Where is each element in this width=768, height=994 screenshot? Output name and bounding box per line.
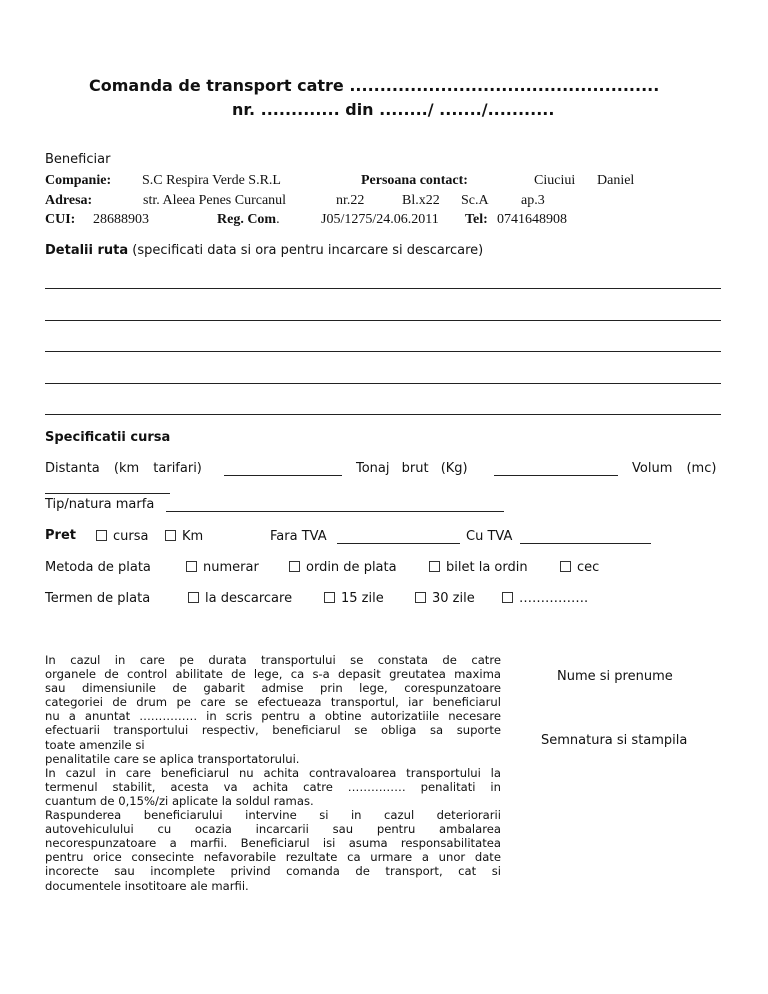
cu-tva-field[interactable] <box>520 531 651 544</box>
terms-line: incorecte sau incomplete privind comanda de transport, cat si <box>45 864 501 879</box>
document-title: Comanda de transport catre ................................................... <box>89 76 660 95</box>
terms-line: categoriei de drum pe care se efectueaza transportul, iar beneficiarul <box>45 695 501 710</box>
cec-checkbox[interactable] <box>560 561 571 572</box>
ruta-heading-note: (specificati data si ora pentru incarcare si descarcare) <box>128 243 484 258</box>
15-zile-label: 15 zile <box>341 591 384 606</box>
pret-cursa-checkbox[interactable] <box>96 530 107 541</box>
document-number-line: nr. ............. din ......../ ......./........... <box>232 100 555 119</box>
companie-value: S.C Respira Verde S.R.L <box>142 173 281 188</box>
pret-label: Pret <box>45 528 76 543</box>
ruta-heading <box>45 243 483 258</box>
adresa-street: str. Aleea Penes Curcanul <box>143 193 287 208</box>
contact-last-name: Daniel <box>597 173 635 188</box>
adresa-apartment: ap.3 <box>521 193 545 208</box>
tel-value: 0741648908 <box>497 212 567 227</box>
beneficiar-heading: Beneficiar <box>45 152 111 167</box>
terms-line: documentele insotitoare ale marfii. <box>45 878 249 893</box>
tonaj-label: Tonaj brut (Kg) <box>356 461 468 476</box>
30-zile-checkbox[interactable] <box>415 592 426 603</box>
tonaj-field[interactable] <box>494 463 618 476</box>
terms-line: nu a anuntat …………… in scris pentru a obtine autorizatiile necesare <box>45 709 501 724</box>
cec-label: cec <box>577 560 600 575</box>
terms-line: Raspunderea beneficiarului intervine si in cazul deteriorarii <box>45 808 501 823</box>
tip-marfa-label: Tip/natura marfa <box>45 497 155 512</box>
regcom-label-dot: . <box>276 212 280 227</box>
other-term-checkbox[interactable] <box>502 592 513 603</box>
metoda-option-numerar[interactable] <box>186 560 259 575</box>
regcom-label <box>217 212 280 228</box>
cu-tva-label: Cu TVA <box>466 529 513 544</box>
15-zile-checkbox[interactable] <box>324 592 335 603</box>
terms-line: efectuarii transportului respectiv, beneficiarul se obliga sa suporte <box>45 723 501 738</box>
cui-label: CUI: <box>45 212 76 227</box>
numerar-checkbox[interactable] <box>186 561 197 572</box>
volum-field[interactable] <box>45 481 170 494</box>
termen-option-15[interactable] <box>324 591 384 606</box>
metoda-plata-label: Metoda de plata <box>45 560 151 575</box>
contact-label: Persoana contact: <box>361 173 468 188</box>
descarcare-checkbox[interactable] <box>188 592 199 603</box>
regcom-value: J05/1275/24.06.2011 <box>321 212 439 227</box>
route-line-1[interactable] <box>45 288 721 289</box>
cui-value: 28688903 <box>93 212 149 227</box>
descarcare-label: la descarcare <box>205 591 293 606</box>
terms-line: organele de control abilitate de lege, ca s-a depasit greutatea maxima <box>45 667 501 682</box>
bilet-ordin-checkbox[interactable] <box>429 561 440 572</box>
fara-tva-label: Fara TVA <box>270 529 327 544</box>
nume-prenume-label: Nume si prenume <box>557 669 673 684</box>
contact-first-name: Ciuciui <box>534 173 576 188</box>
termen-option-30[interactable] <box>415 591 475 606</box>
route-line-4[interactable] <box>45 383 721 384</box>
cursa-heading: Specificatii cursa <box>45 430 171 445</box>
companie-label: Companie: <box>45 173 112 188</box>
metoda-option-cec[interactable] <box>560 560 599 575</box>
pret-km-label: Km <box>182 529 204 544</box>
ruta-heading-title: Detalii ruta <box>45 243 129 258</box>
semnatura-stampila-label: Semnatura si stampila <box>541 733 688 748</box>
route-line-3[interactable] <box>45 351 721 352</box>
route-line-2[interactable] <box>45 320 721 321</box>
distanta-label: Distanta (km tarifari) <box>45 461 202 476</box>
metoda-option-bilet[interactable] <box>429 560 528 575</box>
tip-marfa-field[interactable] <box>166 499 504 512</box>
terms-line: necorespunzatoare a marfii. Beneficiarul isi asuma responsabilitatea <box>45 836 501 851</box>
pret-cursa-label: cursa <box>113 529 149 544</box>
other-term-label: ……………. <box>519 591 589 606</box>
bilet-ordin-label: bilet la ordin <box>446 560 528 575</box>
termen-plata-label: Termen de plata <box>45 591 151 606</box>
terms-line: penalitatile care se aplica transportatorului. <box>45 751 300 766</box>
volum-label: Volum (mc) <box>632 461 717 476</box>
pret-km-checkbox[interactable] <box>165 530 176 541</box>
route-line-5[interactable] <box>45 414 721 415</box>
ordin-plata-label: ordin de plata <box>306 560 397 575</box>
adresa-label: Adresa: <box>45 193 93 208</box>
adresa-number: nr.22 <box>336 193 365 208</box>
terms-line: cuantum de 0,15%/zi aplicate la soldul ramas. <box>45 793 314 808</box>
adresa-block: Bl.x22 <box>402 193 440 208</box>
terms-line: pentru orice consecinte nefavorabile rezultate ca urmare a unor date <box>45 850 501 865</box>
terms-line: termenul stabilit, acesta va achita catre …………… penalitati in <box>45 779 501 794</box>
numerar-label: numerar <box>203 560 259 575</box>
regcom-label-text: Reg. Com <box>217 212 277 227</box>
terms-line: toate amenzile si <box>45 737 145 752</box>
terms-line: sau dimensiunile de gabarit admise prin lege, corespunzatoare <box>45 681 501 696</box>
terms-line: In cazul in care beneficiarul nu achita contravaloarea transportului la <box>45 765 501 780</box>
terms-line: autovehiculului cu ocazia incarcarii sau pentru ambalarea <box>45 822 501 837</box>
terms-paragraph <box>45 653 501 893</box>
pret-option-cursa[interactable] <box>96 529 148 544</box>
termen-option-other[interactable] <box>502 591 588 606</box>
tel-label: Tel: <box>465 212 488 227</box>
termen-option-descarcare[interactable] <box>188 591 292 606</box>
30-zile-label: 30 zile <box>432 591 475 606</box>
fara-tva-field[interactable] <box>337 531 460 544</box>
metoda-option-ordin[interactable] <box>289 560 397 575</box>
pret-option-km[interactable] <box>165 529 203 544</box>
terms-line: In cazul in care pe durata transportului se constata de catre <box>45 653 501 667</box>
distanta-field[interactable] <box>224 463 342 476</box>
adresa-staircase: Sc.A <box>461 193 489 208</box>
ordin-plata-checkbox[interactable] <box>289 561 300 572</box>
